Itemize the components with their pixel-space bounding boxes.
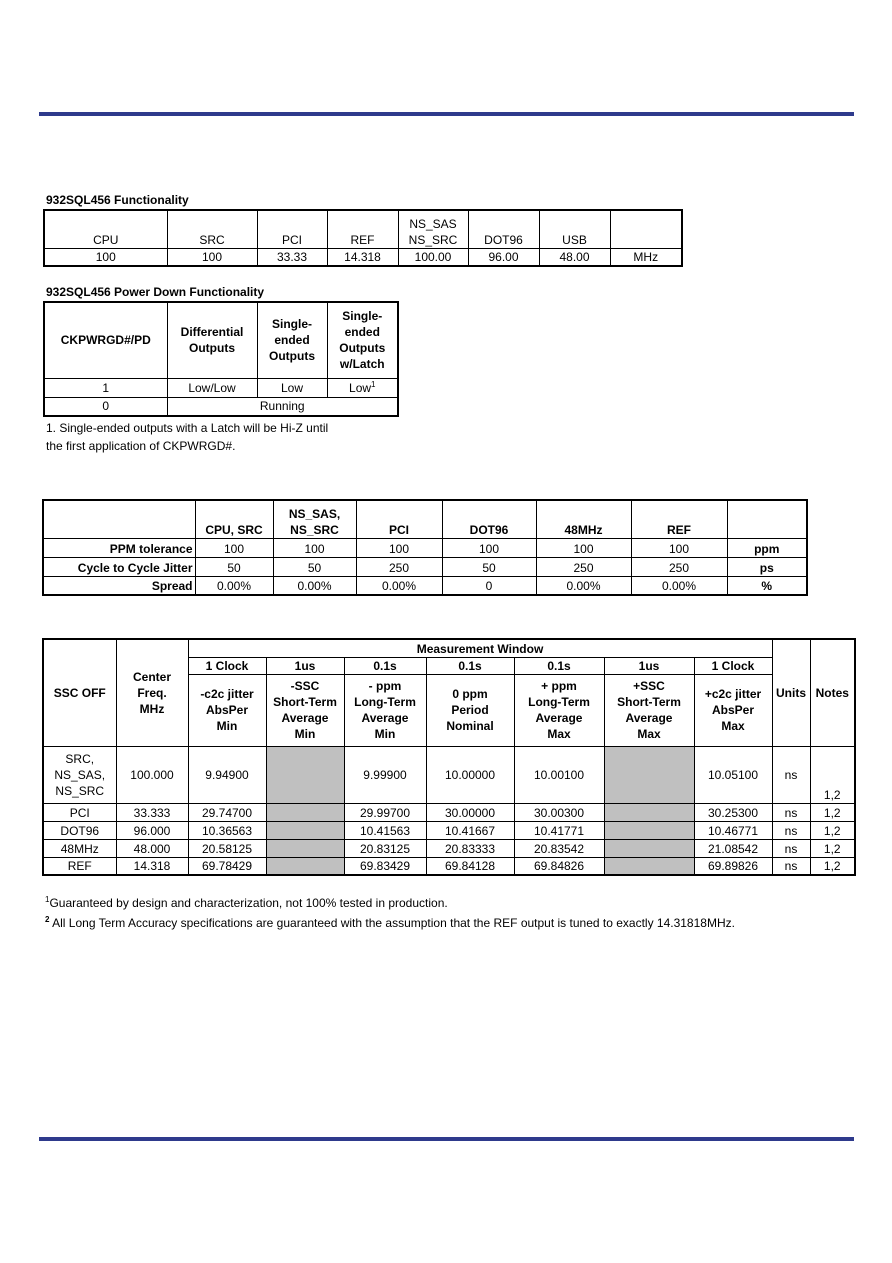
func-header-dot96: DOT96 (468, 210, 539, 248)
ssc-units-header: Units (772, 639, 810, 746)
ssc-col-line: Max (637, 727, 661, 741)
ssc-col-ppm-max (514, 674, 604, 746)
ssc-col-line: AbsPer (205, 703, 249, 717)
ssc-col-line: 0 ppm (452, 687, 488, 701)
func-value: 100.00 (398, 248, 468, 266)
ssc-cell: 96.000 (116, 821, 188, 839)
footnote-2 (45, 914, 735, 932)
ssc-corner: SSC OFF (43, 639, 116, 746)
ssc-cell: 30.00000 (426, 803, 514, 821)
ssc-cell: 69.83429 (344, 857, 426, 875)
ssc-cell: 100.000 (116, 746, 188, 803)
ssc-col-line: Average (535, 711, 583, 725)
ppm-cell: 100 (536, 538, 631, 557)
ssc-period: 0.1s (426, 657, 514, 674)
ssc-cell: 10.00100 (514, 746, 604, 803)
pd-row1-se: Low (257, 378, 327, 397)
ssc-center-line: Freq. (137, 685, 167, 700)
ssc-row-label: DOT96 (43, 821, 116, 839)
ppm-cell: 100 (631, 538, 727, 557)
ppm-cell: 0.00% (273, 576, 356, 595)
ssc-cell-note: 1,2 (810, 821, 855, 839)
power-down-title: 932SQL456 Power Down Functionality (46, 285, 265, 299)
pd-note-line1: 1. Single-ended outputs with a Latch will be Hi-Z until (46, 421, 329, 435)
power-down-table (43, 301, 399, 417)
pd-row1-latch-footnote: 1 (371, 379, 376, 389)
ssc-cell: 10.36563 (188, 821, 266, 839)
ppm-cell: 100 (273, 538, 356, 557)
ssc-cell-na (604, 857, 694, 875)
ssc-period: 1us (266, 657, 344, 674)
ssc-row-src-line: NS_SAS, (54, 767, 106, 782)
ssc-row-label: PCI (43, 803, 116, 821)
ssc-row-label: REF (43, 857, 116, 875)
ssc-col-line: AbsPer (711, 703, 755, 717)
ssc-cell-unit: ns (772, 746, 810, 803)
ssc-cell: 20.83542 (514, 839, 604, 857)
ppm-cell: 50 (195, 557, 273, 576)
ppm-cell: 0.00% (631, 576, 727, 595)
pd-row2-state: 0 (44, 397, 167, 416)
ssc-col-c2c-min (188, 674, 266, 746)
ssc-cell: 9.94900 (188, 746, 266, 803)
ssc-cell: 69.89826 (694, 857, 772, 875)
ppm-cell: 0.00% (356, 576, 442, 595)
func-value: 33.33 (257, 248, 327, 266)
ssc-col-ppm-min (344, 674, 426, 746)
func-header-ref: REF (327, 210, 398, 248)
ssc-col-line: +c2c jitter (704, 687, 762, 701)
pd-header-differential: Differential Outputs (167, 302, 257, 378)
pd-row1-diff: Low/Low (167, 378, 257, 397)
ssc-col-line: Average (625, 711, 673, 725)
bottom-rule (39, 1137, 854, 1141)
ppm-cell: 0.00% (195, 576, 273, 595)
ppm-header-dot96: DOT96 (442, 500, 536, 538)
ssc-center-line: MHz (139, 701, 165, 716)
ppm-row-label: Cycle to Cycle Jitter (43, 557, 195, 576)
ssc-cell: 20.58125 (188, 839, 266, 857)
func-value: 100 (167, 248, 257, 266)
ssc-cell-na (604, 839, 694, 857)
func-value: 100 (44, 248, 167, 266)
ssc-cell: 10.00000 (426, 746, 514, 803)
ssc-cell-unit: ns (772, 857, 810, 875)
ssc-col-ssc-min (266, 674, 344, 746)
top-rule (39, 112, 854, 116)
ssc-off-table (42, 638, 856, 876)
ppm-header-unit (727, 500, 807, 538)
ssc-cell: 10.41771 (514, 821, 604, 839)
ppm-cell: 250 (631, 557, 727, 576)
ssc-col-line: +SSC (633, 679, 665, 693)
ssc-period: 1us (604, 657, 694, 674)
footnote-2-text: All Long Term Accuracy specifications are guaranteed with the assumption that the REF output is tuned to exactly 14.31818MHz. (49, 916, 735, 930)
ssc-cell: 30.25300 (694, 803, 772, 821)
ppm-header-ns (273, 500, 356, 538)
func-header-ns-src: NS_SRC (408, 232, 458, 247)
ssc-col-line: Long-Term (354, 695, 416, 709)
ppm-cell-unit: % (727, 576, 807, 595)
ppm-cell-unit: ps (727, 557, 807, 576)
func-value: 14.318 (327, 248, 398, 266)
pd-row1-latch-value: Low (349, 380, 372, 395)
functionality-title: 932SQL456 Functionality (46, 193, 189, 207)
ppm-row-label: Spread (43, 576, 195, 595)
ppm-cell: 50 (442, 557, 536, 576)
ssc-cell-note: 1,2 (810, 803, 855, 821)
ssc-row-src-line: NS_SRC (55, 783, 105, 798)
ssc-col-nominal (426, 674, 514, 746)
ppm-cell-unit: ppm (727, 538, 807, 557)
func-header-pci: PCI (257, 210, 327, 248)
ssc-cell-unit: ns (772, 803, 810, 821)
footnote-1 (45, 894, 448, 912)
ssc-cell: 69.84826 (514, 857, 604, 875)
ssc-cell: 29.99700 (344, 803, 426, 821)
pd-row1-latch (327, 378, 398, 397)
ssc-cell: 10.46771 (694, 821, 772, 839)
ssc-col-line: Average (361, 711, 409, 725)
ssc-cell-na (266, 857, 344, 875)
ssc-col-line: Min (294, 727, 316, 741)
ppm-row-label: PPM tolerance (43, 538, 195, 557)
ssc-cell: 20.83333 (426, 839, 514, 857)
pd-row1-state: 1 (44, 378, 167, 397)
ssc-cell: 10.41667 (426, 821, 514, 839)
ssc-period: 1 Clock (694, 657, 772, 674)
ppm-cell: 0 (442, 576, 536, 595)
ppm-cell: 100 (356, 538, 442, 557)
ssc-center-header (116, 639, 188, 746)
ssc-col-line: -SSC (290, 679, 320, 693)
ssc-col-line: Max (547, 727, 571, 741)
ssc-notes-header: Notes (810, 639, 855, 746)
ppm-corner (43, 500, 195, 538)
ssc-cell: 69.78429 (188, 857, 266, 875)
func-header-ns-sas: NS_SAS (409, 216, 457, 231)
ssc-cell: 33.333 (116, 803, 188, 821)
footnote-1-text: Guaranteed by design and characterization, not 100% tested in production. (49, 896, 448, 910)
ssc-cell-na (266, 803, 344, 821)
ssc-cell: 10.41563 (344, 821, 426, 839)
func-header-ns (398, 210, 468, 248)
ssc-cell: 10.05100 (694, 746, 772, 803)
ssc-cell: 9.99900 (344, 746, 426, 803)
func-value: 48.00 (539, 248, 610, 266)
ssc-col-line: + ppm (541, 679, 577, 693)
ssc-col-line: Long-Term (528, 695, 590, 709)
func-header-blank (610, 210, 682, 248)
footnote-2-mark: 2 (45, 915, 50, 924)
ppm-header-ref: REF (631, 500, 727, 538)
ppm-cell: 250 (536, 557, 631, 576)
ssc-col-c2c-max (694, 674, 772, 746)
ppm-cell: 100 (195, 538, 273, 557)
pd-header-latch: Single-ended Outputs w/Latch (327, 302, 398, 378)
ssc-period: 1 Clock (188, 657, 266, 674)
ssc-cell-na (266, 746, 344, 803)
ssc-cell: 20.83125 (344, 839, 426, 857)
ppm-cell: 100 (442, 538, 536, 557)
pd-note-line2: the first application of CKPWRGD#. (46, 439, 236, 453)
ssc-window-header: Measurement Window (188, 639, 772, 657)
ssc-col-line: Short-Term (617, 695, 681, 709)
ssc-row-src-line: SRC, (65, 751, 95, 766)
func-header-usb: USB (539, 210, 610, 248)
ssc-col-line: Average (281, 711, 329, 725)
ssc-cell-note: 1,2 (810, 857, 855, 875)
ssc-cell-na (604, 821, 694, 839)
ssc-col-line: Period (451, 703, 489, 717)
footnote-1-mark: 1 (45, 895, 50, 904)
ppm-header-48mhz: 48MHz (536, 500, 631, 538)
ssc-col-line: Nominal (446, 719, 494, 733)
ssc-cell: 48.000 (116, 839, 188, 857)
ppm-cell: 0.00% (536, 576, 631, 595)
ppm-cell: 50 (273, 557, 356, 576)
ssc-cell-na (604, 746, 694, 803)
ssc-col-line: Max (721, 719, 745, 733)
ssc-cell: 29.74700 (188, 803, 266, 821)
ssc-col-line: Short-Term (273, 695, 337, 709)
ssc-cell: 69.84128 (426, 857, 514, 875)
ssc-col-line: Min (216, 719, 238, 733)
func-header-cpu: CPU (44, 210, 167, 248)
ssc-col-line: -c2c jitter (200, 687, 254, 701)
ssc-period: 0.1s (344, 657, 426, 674)
ppm-header-ns-src: NS_SRC (290, 522, 339, 537)
ssc-row-src-label (43, 746, 116, 803)
ssc-period: 0.1s (514, 657, 604, 674)
ssc-cell: 14.318 (116, 857, 188, 875)
ssc-cell-note: 1,2 (810, 839, 855, 857)
ssc-col-line: Min (374, 727, 396, 741)
ssc-col-ssc-max (604, 674, 694, 746)
func-value: 96.00 (468, 248, 539, 266)
ssc-cell-unit: ns (772, 839, 810, 857)
ssc-cell-note: 1,2 (810, 746, 855, 803)
ppm-header-pci: PCI (356, 500, 442, 538)
ssc-cell-na (604, 803, 694, 821)
ssc-row-label: 48MHz (43, 839, 116, 857)
pd-header-single-ended: Single-ended Outputs (257, 302, 327, 378)
ssc-cell-na (266, 839, 344, 857)
ssc-col-line: - ppm (368, 679, 402, 693)
ppm-cell: 250 (356, 557, 442, 576)
ssc-center-line: Center (132, 669, 171, 684)
ppm-header-cpu-src: CPU, SRC (195, 500, 273, 538)
func-header-src: SRC (167, 210, 257, 248)
ppm-header-ns-sas: NS_SAS, (288, 506, 341, 521)
ssc-cell-unit: ns (772, 821, 810, 839)
ssc-cell-na (266, 821, 344, 839)
func-value-unit: MHz (610, 248, 682, 266)
pd-row2-running: Running (167, 397, 398, 416)
functionality-table (43, 209, 683, 267)
ppm-table (42, 499, 808, 596)
ssc-cell: 30.00300 (514, 803, 604, 821)
ssc-cell: 21.08542 (694, 839, 772, 857)
pd-header-ckpwrgd: CKPWRGD#/PD (44, 302, 167, 378)
